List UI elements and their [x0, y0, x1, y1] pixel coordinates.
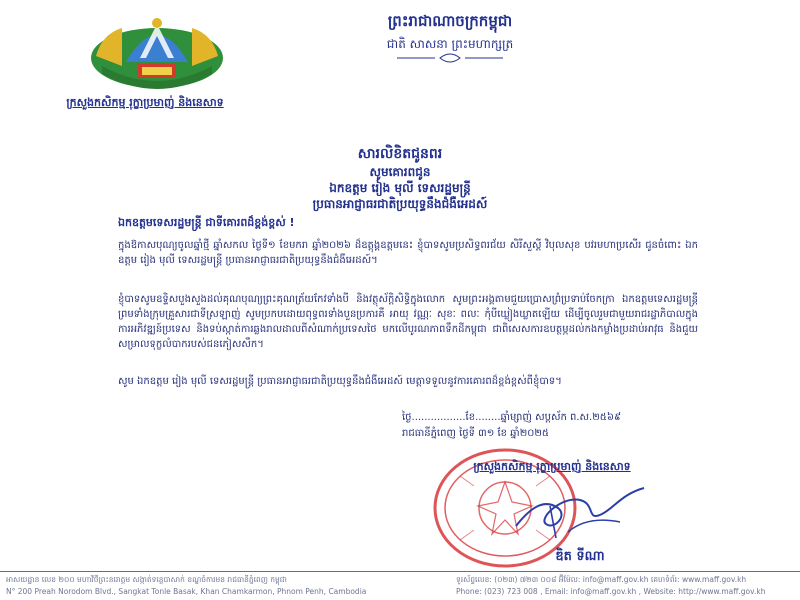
ministry-emblem	[82, 14, 232, 98]
footer-address-english: N° 200 Preah Norodom Blvd., Sangkat Tonle Basak, Khan Chamkarmon, Phnom Penh, Cambodia	[6, 587, 367, 596]
ministry-name: ក្រសួងកសិកម្ម រុក្ខាប្រមាញ់ និងនេសាទ	[66, 96, 224, 109]
footer-divider	[0, 571, 800, 572]
signing-ministry: ក្រសួងកសិកម្ម រុក្ខាប្រមាញ់ និងនេសាទ	[473, 460, 631, 473]
paragraph-blessings: ខ្ញុំបាទសូមឧទ្ទិសបួងសួងដល់គុណបុណ្យព្រះគុណត្រ័យកែវទាំងបី និងវត្ថុស័ក្តិសិទ្ធិក្នុងលោក សូមព្រះអង្គតាមជួយប្រោសព្រំប្រទាប់ចែកក្រា ឯកឧត្តមទេសរដ្ឋមន្ត្រី ព្រមទាំងក្រុមគ្រួសារជាទីស្រឡាញ់ សូមប្រកបដោយពុទ្ធពរទាំងបួនប្រការគឺ អាយុ វណ្ណៈ សុខៈ ពលៈ កុំបីឃ្លៀងឃ្លាតឡើយ ដើម្បីចូលរួមជាមួយរាជរដ្ឋាភិបាលក្នុងការអភិវឌ្ឍន៍ប្រទេស និងទប់ស្កាត់ការឆ្លងរាលដាលពីសំណាក់ប្រទេសថៃ មកលើបូរណភាពទឹកដីកម្ពុជា ជាពិសេសការឧបត្ថម្ភដល់កងកម្លាំងប្រដាប់អាវុធ និងជួយសម្រាលទុក្ខលំបាករបស់ជនភៀសសឹក។	[118, 294, 698, 350]
lunar-date-line: ថ្ងៃ.................ខែ........ឆ្នាំម្សាញ់ សប្តស័ក ព.ស.២៥៦៩	[402, 412, 622, 423]
footer-contact-khmer: ទូរស័ព្ទលេខ: (០២៣) ៧២៣ ០០៨ អ៊ីម៉ែល: info@maff.gov.kh គេហទំព័រ: www.maff.gov.kh	[456, 575, 747, 584]
addressee-title: ប្រធានអាជ្ញាធរជាតិប្រយុទ្ធនឹងជំងឺអេដស៍	[312, 197, 488, 211]
motto: ជាតិ សាសនា ព្រះមហាក្សត្រ	[386, 37, 514, 51]
kingdom-title: ព្រះរាជាណាចក្រកម្ពុជា	[387, 12, 513, 30]
footer-contact-english: Phone: (023) 723 008 , Email: info@maff.gov.kh , Website: http://www.maff.gov.kh	[456, 587, 766, 596]
addressee-salutation: សូមគោរពជូន	[369, 165, 431, 179]
signer-name: ឌិត ទីណា	[555, 549, 605, 564]
document-heading: សារលិខិតជូនពរ	[357, 146, 443, 162]
greeting: ឯកឧត្តមទេសរដ្ឋមន្ត្រី ជាទីគោរពដ៏ខ្ពង់ខ្ពស់ !	[118, 216, 295, 229]
paragraph-new-year-wishes: ក្នុងឱកាសបុណ្យចូលឆ្នាំថ្មី ឆ្នាំសកល ថ្ងៃទី១ ខែមករា ឆ្នាំ២០២៦ ដ៏ឧត្តុង្គឧត្តមនេះ ខ្ញុំបាទសូមប្រសិទ្ធពរជ័យ សិរីសួស្តី វិបុលសុខ បវរមហាប្រសើរ ជូនចំពោះ ឯកឧត្តម រៀង មុលី ទេសរដ្ឋមន្ត្រី ប្រធានអាជ្ញាធរជាតិប្រយុទ្ធនឹងជំងឺអេដស៍។	[118, 240, 698, 266]
gregorian-date-line: រាជធានីភ្នំពេញ ថ្ងៃទី ៣១ ខែ ឆ្នាំ២០២៥	[402, 428, 549, 439]
signature	[510, 478, 650, 550]
paragraph-closing: សូម ឯកឧត្តម រៀង មុលី ទេសរដ្ឋមន្ត្រី ប្រធានអាជ្ញាធរជាតិប្រយុទ្ធនឹងជំងឺអេដស៍ មេត្តាទទួលនូវការគោរពដ៏ខ្ពង់ខ្ពស់ពីខ្ញុំបាទ។	[118, 376, 562, 387]
addressee-name: ឯកឧត្តម រៀង មុលី ទេសរដ្ឋមន្ត្រី	[329, 181, 471, 195]
footer-address-khmer: អាសយដ្ឋាន លេខ ២០០ មហាវិថីព្រះនរោត្តម សង្កាត់ទន្លេបាសាក់ ខណ្ឌចំការមន រាជធានីភ្នំពេញ កម្ពុជា	[6, 575, 287, 584]
